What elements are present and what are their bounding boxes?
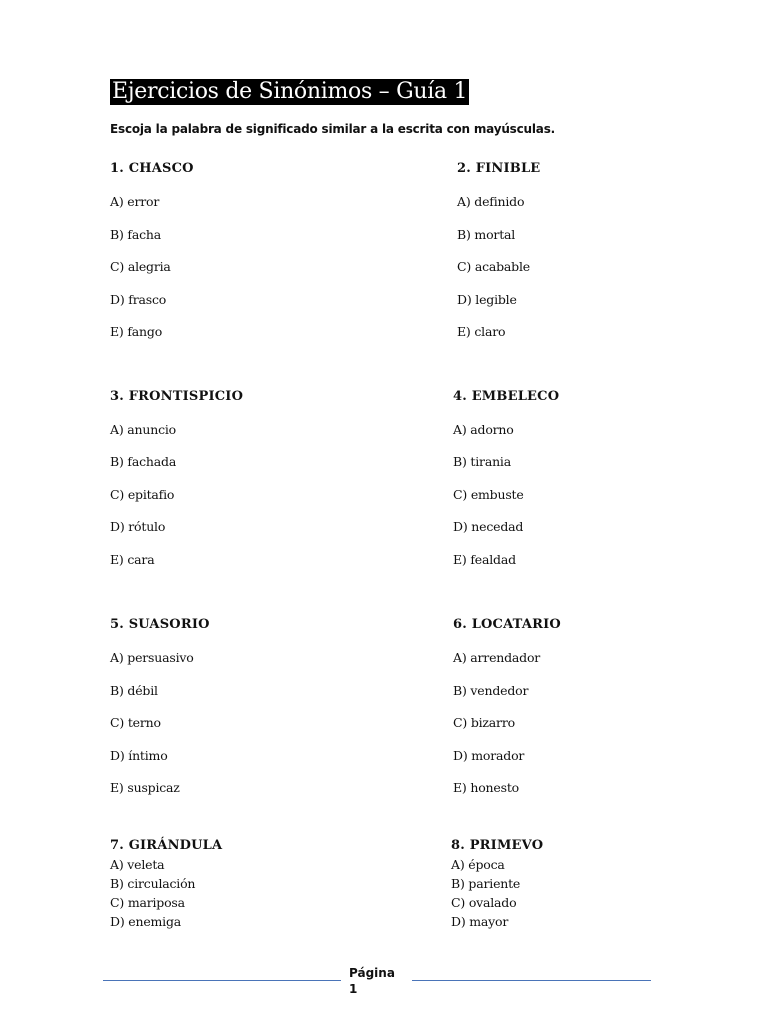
option-c: C) mariposa	[110, 895, 185, 910]
option-b: B) vendedor	[453, 683, 529, 698]
instructions-text: Escoja la palabra de significado similar a la escrita con mayúsculas.	[110, 122, 555, 136]
option-c: C) embuste	[453, 487, 524, 502]
option-c: C) alegria	[110, 259, 171, 274]
option-b: B) circulación	[110, 876, 196, 891]
question-heading: 5. SUASORIO	[110, 617, 210, 632]
option-a: A) definido	[457, 194, 525, 209]
option-d: D) frasco	[110, 292, 167, 307]
option-a: A) anuncio	[110, 422, 177, 437]
option-a: A) error	[110, 194, 160, 209]
question-heading: 1. CHASCO	[110, 161, 194, 176]
option-d: D) rótulo	[110, 519, 166, 534]
option-a: A) persuasivo	[110, 650, 194, 665]
option-b: B) fachada	[110, 454, 177, 469]
option-e: E) suspicaz	[110, 780, 180, 795]
question-heading: 7. GIRÁNDULA	[110, 838, 223, 853]
question-heading: 2. FINIBLE	[457, 161, 541, 176]
footer-rule-left	[103, 980, 341, 981]
option-d: D) íntimo	[110, 748, 168, 763]
option-b: B) mortal	[457, 227, 516, 242]
option-c: C) terno	[110, 715, 161, 730]
option-c: C) bizarro	[453, 715, 515, 730]
question-heading: 8. PRIMEVO	[451, 838, 544, 853]
option-b: B) pariente	[451, 876, 521, 891]
option-d: D) necedad	[453, 519, 524, 534]
option-e: E) claro	[457, 324, 506, 339]
option-a: A) adorno	[453, 422, 514, 437]
option-d: D) mayor	[451, 914, 509, 929]
option-b: B) facha	[110, 227, 162, 242]
question-heading: 4. EMBELECO	[453, 389, 560, 404]
option-e: E) cara	[110, 552, 155, 567]
option-e: E) fealdad	[453, 552, 516, 567]
option-c: C) acabable	[457, 259, 530, 274]
option-b: B) débil	[110, 683, 158, 698]
option-b: B) tirania	[453, 454, 511, 469]
option-e: E) honesto	[453, 780, 519, 795]
page-number-value: 1	[349, 982, 358, 996]
page-number	[349, 965, 409, 997]
option-d: D) morador	[453, 748, 525, 763]
option-c: C) epitafio	[110, 487, 175, 502]
question-heading: 6. LOCATARIO	[453, 617, 561, 632]
option-a: A) época	[451, 857, 505, 872]
footer-rule-right	[412, 980, 651, 981]
option-c: C) ovalado	[451, 895, 517, 910]
option-d: D) legible	[457, 292, 517, 307]
option-a: A) veleta	[110, 857, 165, 872]
option-a: A) arrendador	[453, 650, 541, 665]
page-word: Página	[349, 966, 395, 980]
question-heading: 3. FRONTISPICIO	[110, 389, 244, 404]
option-e: E) fango	[110, 324, 163, 339]
page-title: Ejercicios de Sinónimos – Guía 1	[112, 79, 468, 104]
option-d: D) enemiga	[110, 914, 182, 929]
